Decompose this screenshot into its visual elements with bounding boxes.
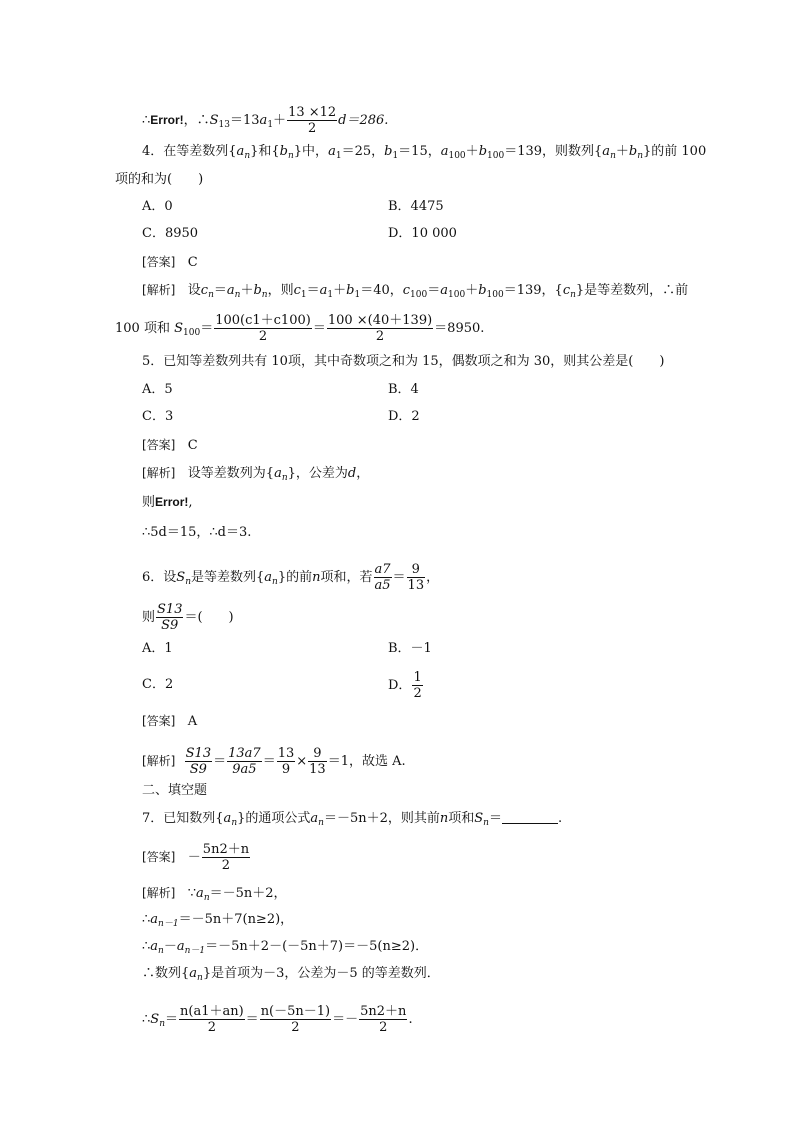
text-run: }和{	[250, 144, 280, 159]
text-run: ，则	[267, 283, 294, 298]
text-run: ＝139，则数列{	[504, 144, 603, 159]
text-run: 7．已知数列{	[142, 811, 224, 826]
text-run: }的通项公式	[237, 811, 311, 826]
text-run: ＝139，{	[503, 283, 563, 298]
fraction-denominator: 13	[407, 578, 425, 593]
fraction-numerator: 5n2＋n	[360, 1004, 407, 1019]
fraction	[359, 1004, 407, 1035]
text-run: 6．设	[142, 570, 177, 585]
fraction	[287, 105, 337, 136]
fraction-numerator: 9	[407, 562, 426, 578]
fraction-numerator: 13	[277, 746, 295, 761]
text-run: }是等差数列，∴前	[575, 283, 689, 298]
result-text: d＝286.	[338, 113, 389, 128]
text-run: ＝8950.	[434, 321, 485, 336]
text-run: ＝25，	[341, 144, 385, 159]
fraction	[214, 313, 312, 344]
fraction	[308, 746, 327, 777]
text-run: 设等差数列为{	[187, 466, 275, 481]
solution-tag: [解析]	[142, 283, 176, 297]
section-heading: 二、填空题	[142, 783, 208, 798]
fraction-denominator: S9	[161, 618, 179, 633]
q4-answer: C	[187, 255, 198, 270]
q7-solution-line5: $\therefore S_n=$ $\frac{n(a1+an)}{2}$ ＝ $\frac{n(-5n-1)}{2}$ ＝－ $\frac{5n2+n}{2}$ .	[142, 1004, 413, 1035]
q5-stem: 5．已知等差数列共有 10项，其中奇数项之和为 15，偶数项之和为 30，则其公差是( )	[142, 354, 665, 369]
text-run: 设	[187, 283, 201, 298]
text-run: }中，	[293, 144, 329, 159]
fraction-denominator: 2	[379, 1020, 388, 1035]
solution-tag: [解析]	[142, 754, 176, 768]
q4-stem-line1: 4．在等差数列$\{a_n\}$和$\{b_n\}$中，$a_1=25$，$b_1=15$，$a_{100}+b_{100}=139$，则数列$\{a_n+b_n\}$的前 100	[142, 144, 707, 161]
q5-solution-line2	[142, 493, 193, 512]
fraction-numerator: 5n2＋n	[202, 842, 250, 857]
q7-solution-line3: $\therefore a_n-a_{n-1}=-5n+2-(-5n+7)=-5(n\ge 2)$．	[142, 939, 429, 956]
solution-tag: [解析]	[142, 886, 176, 900]
text-run: ，∴	[183, 113, 210, 128]
text-run: ，	[356, 466, 370, 481]
q7-answer-line	[142, 842, 251, 873]
q4-option-a: A．0	[142, 199, 173, 214]
fraction-denominator: 2	[413, 686, 422, 701]
q4-stem-line2: 项的和为( )	[115, 172, 204, 187]
answer-tag: [答案]	[142, 255, 176, 269]
q5-solution-line3: ∴5d＝15，∴d＝3.	[142, 525, 252, 540]
q6-stem-line2	[142, 602, 234, 633]
fraction	[412, 670, 422, 701]
fraction	[374, 562, 392, 593]
text-run: }的前 100	[643, 144, 707, 159]
text-run: }，公差为	[287, 466, 348, 481]
q7-solution-line4: ∴数列$\{a_n\}$是首项为－3，公差为－5 的等差数列．	[142, 966, 440, 983]
therefore-symbol: ∴	[142, 113, 151, 128]
q5-solution-line1: [解析] 设等差数列为$\{a_n\}$，公差为d，	[142, 466, 370, 483]
text-run: ＝( )	[184, 610, 234, 625]
q5-option-d: D．2	[388, 409, 420, 424]
q3-tail-line: ∴Error!，$\therefore S_{13}=13a_1+$ $\frac{13 \times 12}{2}$ d＝286.	[142, 105, 389, 136]
q6-answer-line	[142, 712, 197, 731]
fraction	[185, 746, 212, 777]
q7-solution-line1: [解析] $\because a_n=-5n+2$，	[142, 886, 287, 903]
answer-tag: [答案]	[142, 850, 176, 864]
text-run: ＝1，故选 A.	[327, 754, 406, 769]
text-run: }是首项为－3，公差为－5 的等差数列．	[202, 966, 440, 981]
text-run: 是等差数列{	[190, 570, 265, 585]
fraction	[260, 1004, 331, 1035]
text-run: ＝－5n＋2－(－5n＋7)＝－5(n≥2)．	[205, 939, 429, 954]
text-run: 项和，若	[320, 570, 373, 585]
q5-option-b: B．4	[388, 382, 419, 397]
fraction-numerator: S13	[157, 602, 183, 617]
text-run: }的前	[277, 570, 313, 585]
error-marker: Error!	[150, 113, 184, 127]
error-marker: Error!	[155, 495, 189, 509]
text-run: ＝40，	[360, 283, 403, 298]
q6-solution-line: [解析] $\frac{S13}{S9}$ ＝ $\frac{13a7}{9a5}$ ＝ $\frac{13}{9}$ × $\frac{9}{13}$ ＝1，故选 A.	[142, 746, 406, 777]
text-run: －	[187, 850, 201, 865]
q7-solution-line2: $\therefore a_{n-1}=-5n+7(n\ge 2)$，	[142, 912, 294, 929]
q6-answer: A	[187, 714, 198, 729]
text-run: ＝－5n＋2，	[209, 886, 287, 901]
fraction-denominator: 2	[258, 329, 268, 344]
fraction	[407, 562, 426, 593]
q7-stem: 7．已知数列$\{a_n\}$的通项公式$a_n=-5n+2$，则其前n项和$S_n=$ .	[142, 811, 563, 828]
fraction-numerator: 13 ×12	[288, 105, 337, 120]
text-run: 则	[142, 610, 156, 625]
fraction-denominator: 2	[375, 329, 385, 344]
q4-option-b: B．4475	[388, 199, 444, 214]
fraction-numerator: 100(c1＋c100)	[215, 313, 311, 328]
fraction	[227, 746, 262, 777]
solution-tag: [解析]	[142, 466, 176, 480]
answer-tag: [答案]	[142, 714, 176, 728]
q4-solution-line1: [解析] 设$c_n=a_n+b_n$，则$c_1=a_1+b_1=40$，$c_{100}=a_{100}+b_{100}=139$，$\{c_n\}$是等差数列，∴前	[142, 283, 689, 300]
fraction-denominator: 9a5	[232, 762, 257, 777]
q5-option-a: A．5	[142, 382, 173, 397]
fraction	[327, 313, 433, 344]
fraction-denominator: 9	[281, 762, 291, 777]
fraction-numerator: 100 ×(40＋139)	[327, 313, 433, 328]
fraction	[156, 602, 183, 633]
fraction-numerator: 9	[308, 746, 327, 762]
text-run: D．	[388, 678, 412, 693]
q4-option-c: C．8950	[142, 226, 199, 241]
text-run: ∴数列{	[142, 966, 190, 981]
q6-option-b: B．－1	[388, 641, 432, 656]
text-run: .	[557, 811, 563, 826]
fraction-denominator: S9	[189, 762, 207, 777]
fraction-denominator: 2	[291, 1020, 300, 1035]
fraction-denominator: 13	[309, 762, 326, 777]
fraction-denominator: 2	[307, 121, 317, 136]
q5-answer-line	[142, 436, 198, 455]
text-run: ＝－5n＋7(n≥2)，	[178, 912, 294, 927]
fraction-numerator: 1	[413, 670, 422, 685]
fraction-numerator: a7	[374, 562, 391, 577]
fraction	[179, 1004, 245, 1035]
text-run: ＝－5n＋2，则其前	[323, 811, 440, 826]
q4-option-d: D．10 000	[388, 226, 457, 241]
q6-option-d	[388, 670, 424, 701]
fraction-numerator: n(－5n－1)	[260, 1004, 331, 1019]
fraction-denominator: a5	[374, 578, 391, 593]
fraction-numerator: n(a1＋an)	[180, 1004, 244, 1019]
q5-option-c: C．3	[142, 409, 174, 424]
fraction	[202, 842, 250, 873]
answer-tag: [答案]	[142, 438, 176, 452]
fraction-numerator: S13	[185, 746, 212, 761]
fraction	[277, 746, 296, 777]
text-run: ,	[188, 495, 193, 510]
q5-answer: C	[187, 438, 198, 453]
q4-solution-line2: 100 项和 $S_{100}=$ $\frac{100(c1+c100)}{2}$ ＝ $\frac{100 \times(40+139)}{2}$ ＝8950.	[115, 313, 485, 344]
fraction-numerator: 13a7	[228, 746, 261, 761]
text-run: 4．在等差数列{	[142, 144, 237, 159]
fraction-denominator: 2	[221, 858, 231, 873]
q6-option-c: C．2	[142, 677, 174, 692]
text-run: 则	[142, 495, 156, 510]
answer-blank	[502, 811, 558, 824]
text-run: 100 项和	[115, 321, 170, 336]
q4-answer-line	[142, 253, 198, 272]
fraction-denominator: 2	[207, 1020, 216, 1035]
q6-option-a: A．1	[142, 641, 173, 656]
text-run: ＝15，	[398, 144, 441, 159]
q6-stem-line1: 6．设$S_n$是等差数列$\{a_n\}$的前n项和，若 $\frac{a7}{a5}$ ＝ $\frac{9}{13}$ ，	[142, 562, 440, 593]
text-run: 项和	[448, 811, 475, 826]
text-run: ＝	[488, 811, 502, 826]
